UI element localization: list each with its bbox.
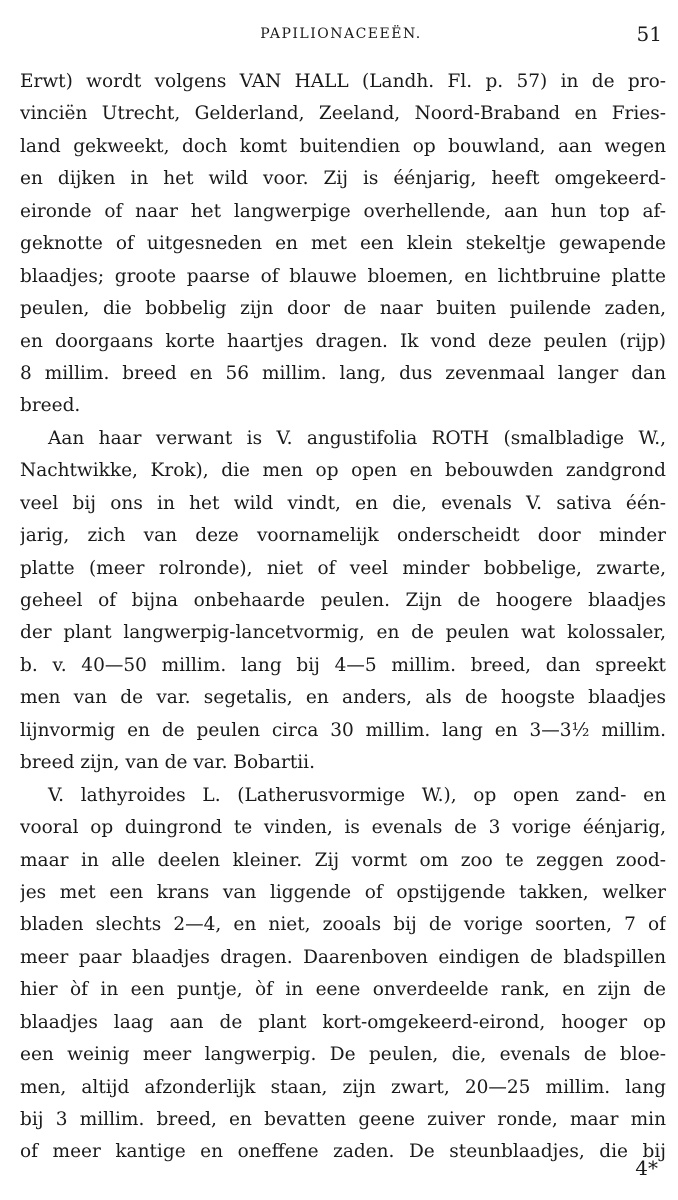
running-head — [20, 22, 662, 46]
text-line: breed. — [20, 395, 81, 417]
text-line: vinciën Utrecht, Gelderland, Zeeland, Noord-Braband en Fries- — [20, 103, 666, 125]
text-line: jes met een krans van liggende of opstijgende takken, welker — [20, 881, 666, 903]
text-line: geknotte of uitgesneden en met een klein stekeltje gewapende — [20, 233, 666, 255]
text-line: geheel of bijna onbehaarde peulen. Zijn de hoogere blaadjes — [20, 590, 666, 611]
text-line: Erwt) wordt volgens VAN HALL (Landh. Fl. p. 57) in de pro- — [20, 71, 666, 92]
text-line: breed zijn, van de var. Bobartii. — [20, 752, 315, 774]
text-line: men van de var. segetalis, en anders, als de hoogste blaadjes — [20, 687, 666, 709]
text-line: en dijken in het wild voor. Zij is éénjarig, heeft omgekeerd- — [20, 168, 666, 190]
text-line: Nachtwikke, Krok), die men op open en bebouwden zandgrond — [20, 460, 666, 482]
text-line: peulen, die bobbelig zijn door de naar buiten puilende zaden, — [20, 298, 666, 320]
text-line: platte (meer rolronde), niet of veel minder bobbelige, zwarte, — [20, 557, 666, 579]
text-line: bij 3 millim. breed, en bevatten geene zuiver ronde, maar min — [20, 1109, 666, 1130]
text-line: meer paar blaadjes dragen. Daarenboven eindigen de bladspillen — [20, 946, 666, 968]
text-line: of meer kantige en oneffene zaden. De steunblaadjes, die bij — [20, 1141, 666, 1163]
text-line: Aan haar verwant is V. angustifolia ROTH (smalbladige W., — [48, 427, 666, 449]
text-line: bladen slechts 2—4, en niet, zooals bij de vorige soorten, 7 of — [20, 914, 666, 936]
text-line: 8 millim. breed en 56 millim. lang, dus zevenmaal langer dan — [20, 362, 666, 384]
signature-mark: 4* — [635, 1156, 658, 1180]
text-line: b. v. 40—50 millim. lang bij 4—5 millim. breed, dan spreekt — [20, 654, 666, 676]
text-line: hier òf in een puntje, òf in eene onverdeelde rank, en zijn de — [20, 979, 666, 1001]
text-line: vooral op duingrond te vinden, is evenals de 3 vorige éénjarig, — [20, 817, 666, 839]
text-line: een weinig meer langwerpig. De peulen, die, evenals de bloe- — [20, 1044, 666, 1066]
text-line: lijnvormig en de peulen circa 30 millim. lang en 3—3½ millim. — [20, 719, 666, 741]
text-line: en doorgaans korte haartjes dragen. Ik vond deze peulen (rijp) — [20, 330, 666, 352]
text-line: veel bij ons in het wild vindt, en die, evenals V. sativa één- — [20, 492, 666, 514]
text-line: men, altijd afzonderlijk staan, zijn zwart, 20—25 millim. lang — [20, 1076, 666, 1098]
text-line: V. lathyroides L. (Latherusvormige W.), op open zand- en — [48, 784, 666, 806]
running-head-title: PAPILIONACEEËN. — [260, 26, 422, 42]
text-line: blaadjes; groote paarse of blauwe bloemen, en lichtbruine platte — [20, 265, 666, 287]
text-line: blaadjes laag aan de plant kort-omgekeerd-eirond, hooger op — [20, 1011, 666, 1033]
text-line: der plant langwerpig-lancetvormig, en de peulen wat kolossaler, — [20, 622, 666, 644]
text-line: maar in alle deelen kleiner. Zij vormt om zoo te zeggen zood- — [20, 849, 666, 871]
text-line: jarig, zich van deze voornamelijk onderscheidt door minder — [20, 525, 666, 547]
text-line: land gekweekt, doch komt buitendien op bouwland, aan wegen — [20, 135, 666, 157]
page-number: 51 — [636, 22, 662, 46]
body-text — [20, 66, 666, 1169]
text-line: eironde of naar het langwerpige overhellende, aan hun top af- — [20, 200, 666, 222]
